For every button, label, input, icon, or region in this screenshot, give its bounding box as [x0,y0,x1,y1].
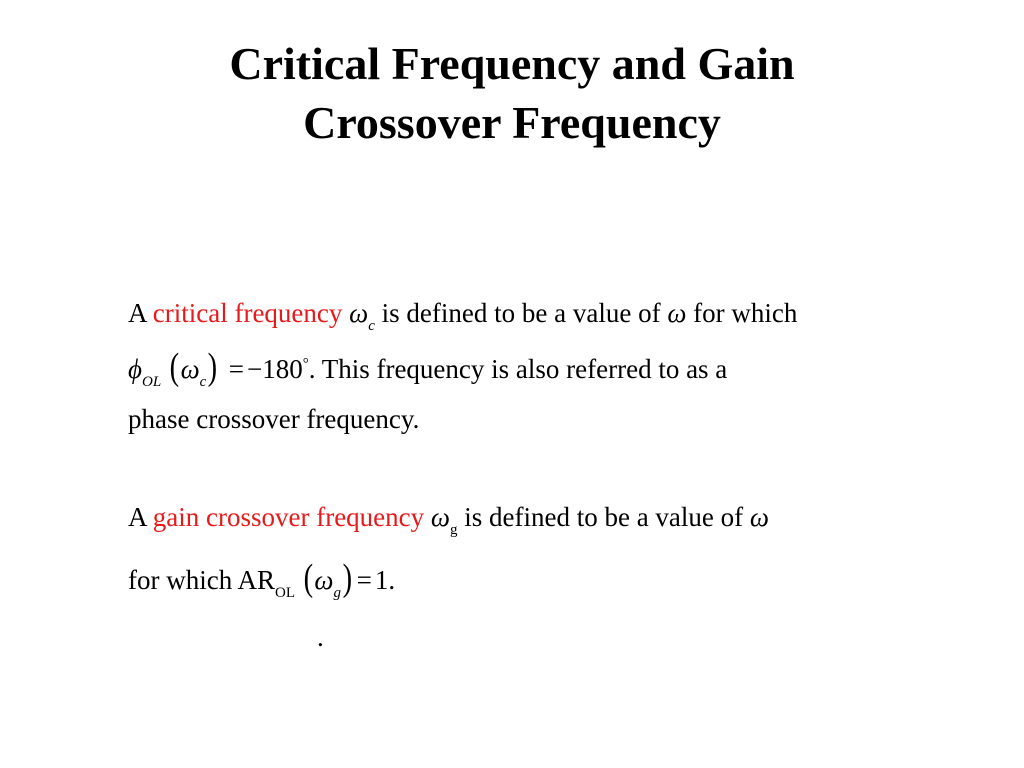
value-minus-180: −180 [246,354,303,384]
text-prefix: A [128,298,153,328]
text-for-which-ar: for which AR [128,565,275,595]
title-line-2: Crossover Frequency [303,97,721,148]
omega-subscript-g: g [449,522,458,538]
definition-gain-line-1 [128,500,769,539]
value-one: 1. [374,565,396,595]
equals-sign-2: = [356,565,372,595]
omega-subscript-2: c [199,374,207,390]
omega-symbol-5: ω [749,502,769,532]
text-prefix-2: A [128,502,153,532]
omega-symbol-4: ω [430,502,450,532]
text-rest: . This frequency is also referred to as a [308,354,728,384]
omega-symbol-2: ω [667,298,687,328]
title-line-1: Critical Frequency and Gain [229,38,795,89]
omega-symbol: ω [349,298,369,328]
ar-subscript: OL [274,585,295,601]
left-paren-2: ( [303,557,313,599]
term-critical-frequency: critical frequency [152,298,343,328]
text-mid: is defined to be a value of [374,298,668,328]
equals-sign: = [228,354,244,384]
definition-gain-line-2 [128,557,396,602]
text-phase-crossover: phase crossover frequency. [128,404,420,434]
term-gain-crossover-frequency: gain crossover frequency [152,502,425,532]
definition-critical-line-2 [128,346,728,391]
omega-symbol-6: ω [314,565,334,595]
phi-symbol: ϕ [128,354,142,384]
degree-sign: ° [302,356,309,372]
left-paren: ( [169,346,179,388]
definition-critical-line-1 [128,296,797,335]
text-end: for which [686,298,798,328]
phi-subscript: OL [141,374,162,390]
stray-dot: . [317,622,324,652]
omega-subscript: c [368,318,375,334]
right-paren-2: ) [342,557,353,599]
right-paren: ) [207,346,218,388]
omega-symbol-3: ω [180,354,200,384]
text-mid-2: is defined to be a value of [457,502,750,532]
omega-subscript-g-2: g [333,585,341,601]
definition-critical-line-3 [128,402,419,436]
slide-title [0,34,1024,152]
